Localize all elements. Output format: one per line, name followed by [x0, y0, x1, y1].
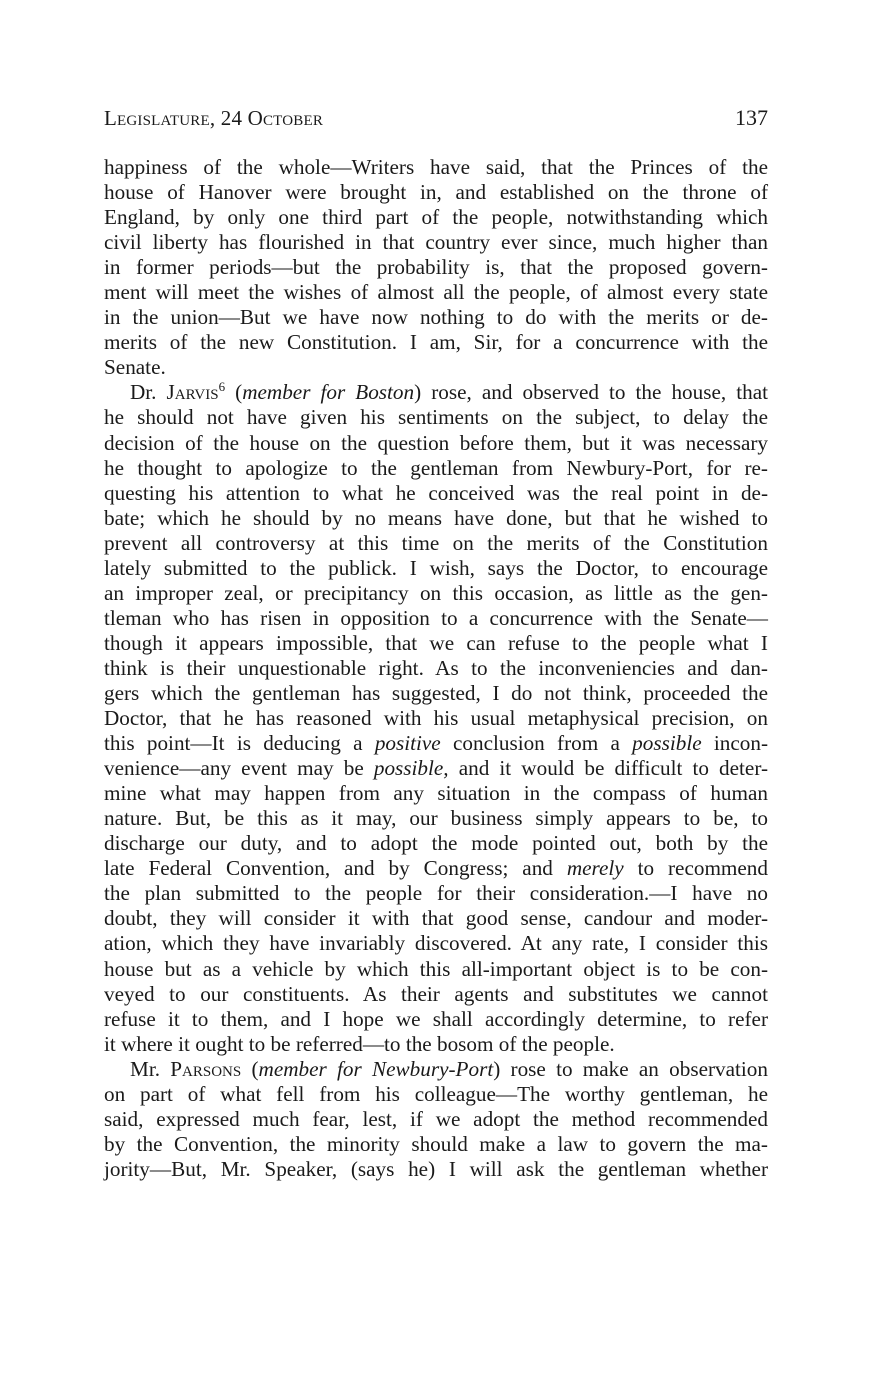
- text-line: merits of the new Constitution. I am, Sir, for a concurrence with the: [104, 330, 768, 355]
- text-line: think is their unquestionable right. As to the inconveniencies and dan-: [104, 655, 768, 680]
- speaker-name: Parsons: [170, 1056, 242, 1081]
- text-line: he should not have given his sentiments on the subject, to delay the: [104, 405, 768, 430]
- text-run: venience—any event may be: [104, 756, 374, 781]
- text-line: decision of the house on the question before them, but it was necessary: [104, 430, 768, 455]
- text-run: incon-: [701, 731, 768, 756]
- text-line: ment will meet the wishes of almost all the people, of almost every state: [104, 280, 768, 305]
- text-run: conclusion from a: [440, 731, 633, 756]
- text-line: civil liberty has flourished in that country ever since, much higher than: [104, 230, 768, 255]
- text-line: Doctor, that he has reasoned with his usual metaphysical precision, on: [104, 706, 768, 731]
- speaker-title: Mr.: [130, 1056, 171, 1081]
- text-line: an improper zeal, or precipitancy on this occasion, as little as the gen-: [104, 580, 768, 605]
- emphasis-positive: positive: [374, 731, 441, 756]
- text-line: house but as a vehicle by which this all-important object is to be con-: [104, 956, 768, 981]
- paragraph-parsons: [104, 1057, 768, 1182]
- running-head: [104, 105, 768, 133]
- text-line: ation, which they have invariably discovered. At any rate, I consider this: [104, 931, 768, 956]
- speaker-title: Dr.: [130, 380, 167, 405]
- text-line: veyed to our constituents. As their agents and substitutes we cannot: [104, 981, 768, 1006]
- speaker-line-rest: ) rose to make an observation: [493, 1056, 768, 1081]
- text-line: bate; which he should by no means have done, but that he wished to: [104, 505, 768, 530]
- page-number: 137: [735, 105, 768, 130]
- speaker-affiliation: member for Boston: [242, 380, 415, 405]
- text-run: this point—It is deducing a: [104, 731, 375, 756]
- text-line: England, by only one third part of the people, notwithstanding which: [104, 205, 768, 230]
- speaker-affiliation: member for Newbury-Port: [258, 1056, 494, 1081]
- text-line: it where it ought to be referred—to the bosom of the people.: [104, 1031, 615, 1056]
- text-line: in the union—But we have now nothing to do with the merits or de-: [104, 305, 768, 330]
- text-line-with-emphasis: [104, 756, 768, 781]
- paragraph-1: [104, 155, 768, 380]
- text-line: tleman who has risen in opposition to a concurrence with the Senate—: [104, 605, 768, 630]
- text-line: lately submitted to the publick. I wish, says the Doctor, to encourage: [104, 555, 768, 580]
- speaker-line: [104, 380, 768, 405]
- text-line: he thought to apologize to the gentleman from Newbury-Port, for re-: [104, 455, 768, 480]
- speaker-name: Jarvis: [166, 380, 219, 405]
- text-line: happiness of the whole—Writers have said, that the Princes of the: [104, 155, 768, 179]
- speaker-note-open: (: [241, 1056, 259, 1081]
- text-line: discharge our duty, and to adopt the mode pointed out, both by the: [104, 831, 768, 856]
- text-run: to recommend: [623, 856, 768, 881]
- text-line: though it appears impossible, that we can refuse to the people what I: [104, 630, 768, 655]
- body-text: [104, 155, 768, 1182]
- text-line: mine what may happen from any situation in the compass of human: [104, 781, 768, 806]
- speaker-line-rest: ) rose, and observed to the house, that: [414, 380, 769, 405]
- text-line: on part of what fell from his colleague—The worthy gentleman, he: [104, 1081, 768, 1106]
- text-line: jority—But, Mr. Speaker, (says he) I will ask the gentleman whether: [104, 1156, 768, 1181]
- emphasis-possible: possible,: [373, 756, 449, 781]
- speaker-note-open: (: [225, 380, 243, 405]
- text-line: doubt, they will consider it with that good sense, candour and moder-: [104, 906, 768, 931]
- speaker-line: [104, 1057, 768, 1082]
- text-line: refuse it to them, and I hope we shall accordingly determine, to refer: [104, 1006, 768, 1031]
- text-line: the plan submitted to the people for their consideration.—I have no: [104, 881, 768, 906]
- paragraph-jarvis: [104, 380, 768, 1056]
- text-line: Senate.: [104, 355, 166, 380]
- text-line: house of Hanover were brought in, and established on the throne of: [104, 180, 768, 205]
- text-run: and it would be difficult to deter-: [448, 756, 769, 781]
- text-line: prevent all controversy at this time on the merits of the Constitution: [104, 530, 768, 555]
- text-line: in former periods—but the probability is, that the proposed govern-: [104, 255, 768, 280]
- text-line: gers which the gentleman has suggested, I do not think, proceeded the: [104, 680, 768, 705]
- text-run: late Federal Convention, and by Congress; and: [104, 856, 567, 881]
- text-line: said, expressed much fear, lest, if we adopt the method recommended: [104, 1106, 768, 1131]
- emphasis-merely: merely: [566, 856, 624, 881]
- emphasis-possible: possible: [632, 731, 702, 756]
- text-line-with-emphasis: [104, 731, 768, 756]
- text-line: by the Convention, the minority should make a law to govern the ma-: [104, 1131, 768, 1156]
- text-line: nature. But, be this as it may, our business simply appears to be, to: [104, 806, 768, 831]
- running-head-title: Legislature, 24 October: [104, 106, 324, 130]
- text-line: questing his attention to what he conceived was the real point in de-: [104, 480, 768, 505]
- footnote-marker: 6: [218, 379, 226, 395]
- text-line-with-emphasis: [104, 856, 768, 881]
